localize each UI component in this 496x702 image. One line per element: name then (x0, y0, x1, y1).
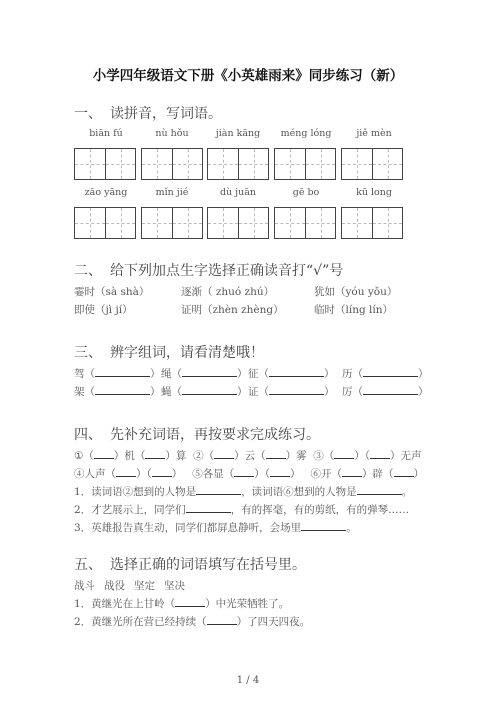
word-choices: 战斗 战役 坚定 坚决 (74, 580, 185, 592)
pinyin-label: jiàn kāng (215, 128, 261, 139)
pinyin-label: dù juān (219, 187, 257, 198)
section-2-heading (74, 260, 343, 280)
word-group-item: 驾（ ） (74, 368, 161, 380)
pinyin-label: méng lóng (280, 128, 332, 139)
pinyin-label: nù hǒu (155, 128, 189, 139)
writing-grid[interactable] (74, 148, 136, 180)
section-title: 读拼音，写词语。 (110, 106, 222, 122)
section-number: 三、 (74, 345, 102, 361)
writing-grid[interactable] (207, 207, 269, 239)
word-group-item: 架（ ） (74, 386, 161, 398)
writing-grid[interactable] (74, 207, 136, 239)
pronunciation-item: 即使（jì jí） (74, 304, 133, 316)
page-title: 小学四年级语文下册《小英雄雨来》同步练习（新） (92, 68, 404, 84)
pinyin-label: biān fú (89, 128, 123, 139)
question-line: 2．黄继光所在营已经持续（ ）了四天四夜。 (74, 616, 311, 628)
writing-grid[interactable] (341, 148, 403, 180)
question-line: 2．才艺展示上，同学们 ，有的挥毫，有的剪纸，有的弹琴…… (74, 504, 410, 516)
pinyin-label: kū long (356, 187, 392, 198)
section-number: 二、 (74, 263, 102, 279)
writing-grid[interactable] (207, 148, 269, 180)
word-group-item: 历（ ） (342, 368, 429, 380)
word-group-item: 绳（ ） (161, 368, 248, 380)
section-title: 选择正确的词语填写在括号里。 (110, 557, 306, 573)
section-4-heading (74, 424, 320, 444)
pronunciation-item: 临时（líng lín） (314, 304, 394, 316)
writing-grid[interactable] (141, 148, 203, 180)
pinyin-label: jiě mèn (356, 128, 392, 139)
pronunciation-item: 犹如（yóu yǒu） (314, 286, 398, 298)
pronunciation-item: 逐渐（ zhuó zhú） (181, 286, 275, 298)
word-group-item: 蝇（ ） (161, 386, 248, 398)
pinyin-label: gē bo (292, 187, 320, 198)
idiom-row-2: ④人声（ ）（ ） ⑤各显（ ）（ ） ⑥开（ ）辟（ ） (74, 468, 425, 480)
writing-grid[interactable] (274, 148, 336, 180)
pinyin-label: zāo yāng (84, 187, 128, 198)
section-number: 四、 (74, 427, 102, 443)
word-group-item: 证（ ） (248, 386, 335, 398)
question-line: 1．读词语②想到的人物是 ，读词语⑥想到的人物是 。 (74, 486, 413, 498)
section-title: 给下列加点生字选择正确读音打“√”号 (110, 263, 344, 279)
section-number: 一、 (74, 106, 102, 122)
page-number: 1 / 4 (236, 675, 260, 686)
question-line: 3．英雄报告真生动，同学们都屏息静听，会场里 。 (74, 522, 357, 534)
writing-grid[interactable] (141, 207, 203, 239)
question-line: 1．黄继光在上甘岭（ ）中光荣牺牲了。 (74, 598, 290, 610)
idiom-row-1: ①（ ）机（ ）算 ②（ ）云（ ）雾 ③（ ）（ ）无声 (74, 450, 422, 462)
pronunciation-item: 证明（zhèn zhèng） (181, 304, 284, 316)
section-5-heading (74, 554, 306, 574)
word-group-item: 征（ ） (248, 368, 335, 380)
writing-grid[interactable] (341, 207, 403, 239)
section-title: 先补充词语，再按要求完成练习。 (110, 427, 320, 443)
section-title: 辨字组词，请看清楚哦！ (110, 345, 264, 361)
word-group-item: 厉（ ） (342, 386, 429, 398)
writing-grid[interactable] (274, 207, 336, 239)
pinyin-label: mǐn jié (155, 187, 189, 198)
section-number: 五、 (74, 557, 102, 573)
section-1-heading (74, 103, 222, 123)
pronunciation-item: 霎时（sà shà） (74, 286, 150, 298)
section-3-heading (74, 342, 264, 362)
